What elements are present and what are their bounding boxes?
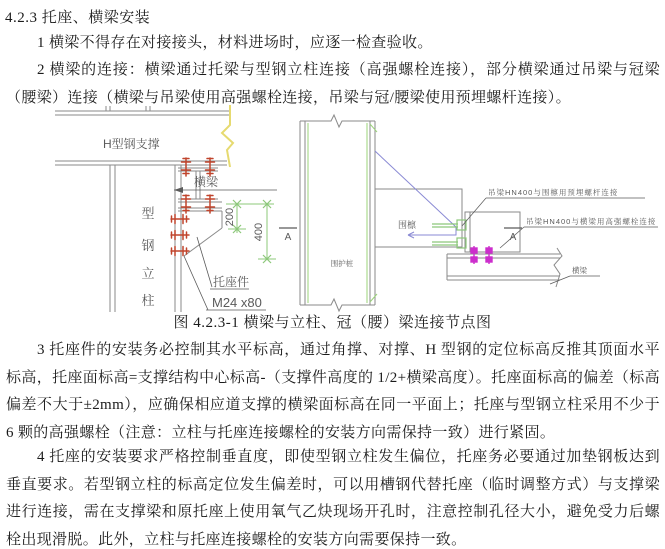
steel-column-char-2: 钢 — [141, 238, 155, 253]
section-a-marker-left — [279, 228, 297, 243]
right-detail — [279, 115, 658, 311]
bolt-spec-label: M24 x80 — [212, 295, 262, 310]
steel-column-char-4: 柱 — [141, 293, 155, 308]
left-detail — [55, 105, 277, 312]
retaining-pile-wall — [300, 115, 375, 311]
embedded-anchor-bolts — [432, 220, 466, 248]
section-a-left-label: A — [284, 232, 292, 243]
cross-beam-left-label: 横梁 — [194, 175, 219, 189]
paragraph-3: 3 托座件的安装务必控制其水平标高，通过角撑、对撑、H 型钢的定位标高反推其顶面水平标高，托座面标高=支撑结构中心标高-（支撑件高度的 1/2+横梁高度）。托座面标高的偏差（标高偏差不大于±2mm），应确保相应道支撑的横梁面标高在同一平面上；托座与型钢立柱采用不少于 6 颗的高强螺栓（注意：立柱与托座连接螺栓的安装方向需保持一致）进行紧固。 — [6, 342, 660, 441]
cross-beam-leader — [174, 187, 277, 193]
paragraph-2: 2 横梁的连接：横梁通过托梁与型钢立柱连接（高强螺栓连接），部分横梁通过吊梁与冠梁（腰梁）连接（横梁与吊梁使用高强螺栓连接，吊梁与冠/腰梁使用预埋螺杆连接）。 — [6, 62, 660, 106]
paragraph-1: 1 横梁不得存在对接接头，材料进场时，应逐一检查验收。 — [37, 35, 433, 51]
annotation-top-label: 吊梁HN400与围檩用预埋螺杆连接 — [488, 188, 619, 197]
magenta-bolts — [471, 246, 492, 264]
cross-beam-plan — [447, 248, 562, 287]
annotation-bottom-leader — [500, 227, 658, 248]
section-a-right-label: A — [509, 232, 517, 243]
steel-column-char-3: 立 — [141, 266, 155, 281]
annotation-bottom-label: 吊梁HN400与横梁用高强螺栓连接 — [526, 217, 657, 226]
dim-200-label: 200 — [224, 207, 236, 227]
steel-column-char-1: 型 — [141, 206, 155, 221]
dim-400-label: 400 — [253, 222, 265, 242]
retaining-pile-label: 围护桩 — [330, 259, 354, 268]
section-a-marker-right — [504, 228, 522, 243]
paragraph-4: 4 托座的安装要求严格控制垂直度，即使型钢立柱发生偏位，托座务必要通过加垫钢板达到垂直要求。若型钢立柱的标高定位发生偏差时，可以用槽钢代替托座（临时调整方式）与支撑梁进行连接，需在支撑梁和原托座上使用氧气乙炔现场开孔时，注意控制孔径大小，避免受力后螺栓出现滑脱。此外，立柱与托座连接螺栓的安装方向需要保持一致。 — [6, 449, 660, 548]
bracket-outline — [178, 208, 222, 256]
figure-caption: 图 4.2.3-1 横梁与立柱、冠（腰）梁连接节点图 — [173, 315, 492, 331]
h-steel-support-beams — [55, 106, 230, 165]
waler-box — [375, 189, 462, 247]
bracket-label: 托座件 — [213, 275, 250, 289]
section-heading: 4.2.3 托座、横梁安装 — [5, 10, 151, 26]
cross-beam-right-label: 横梁 — [572, 266, 587, 275]
red-bolts — [171, 158, 215, 256]
break-line-yellow — [222, 105, 233, 167]
waler-label: 围檩 — [398, 220, 417, 230]
h-steel-support-label: H型钢支撑 — [103, 137, 160, 151]
connection-detail-diagram — [0, 103, 665, 315]
wall-green-lines — [308, 123, 377, 303]
